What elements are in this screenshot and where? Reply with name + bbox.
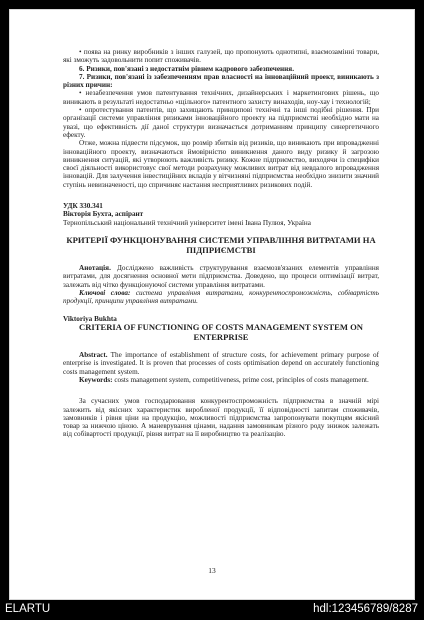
paragraph-bullet-new-producers: • поява на ринку виробників з інших галузей, що пропонують однотипні, взаємозамінні товари, які зможуть задовольнити попит споживачів. xyxy=(63,48,379,65)
page-content xyxy=(63,48,379,439)
author-en: Viktoriya Bukhta xyxy=(63,314,117,323)
body-paragraph: За сучасних умов господарювання конкурентоспроможність підприємства в значній мірі залежить від якісних характеристик виробленої продукції, її відповідності запитам споживачів, замовників і рівня ціни на продукцію, можливості підприємства запропонувати покупцям якісний товар за нижчою ціною. А маневрування цінами, надання замовникам різного роду знижок залежать від собівартості продукції, рівня витрат на її виробництво та реалізацію. xyxy=(63,397,379,439)
author-ua: Вікторія Бухта, аспірант xyxy=(63,210,144,219)
keywords-en xyxy=(63,376,379,384)
abstract-text-ua: Досліджено важливість структурування взаємозв'язаних елементів управління витратами, для досягнення основної мети підприємства. Доведено, що процеси оптимізації витрат, залежать від чітко функціонуючої системи управління витратами. xyxy=(63,264,379,289)
keywords-ua xyxy=(63,289,379,306)
footer-bar xyxy=(0,600,424,620)
keywords-text-en: costs management system, competitiveness, prime cost, principles of costs management. xyxy=(112,375,369,384)
article-title-en: CRITERIA OF FUNCTIONING OF COSTS MANAGEMENT SYSTEM ON ENTERPRISE xyxy=(78,321,364,342)
paragraph-risk-6: 6. Ризики, пов'язані з недостатнім рівнем кадрового забезпечення. xyxy=(79,64,294,73)
abstract-label-en: Abstract. xyxy=(79,351,108,360)
abstract-label-ua: Анотація. xyxy=(79,264,111,273)
page-number: 13 xyxy=(208,566,216,575)
article-title-ua: КРИТЕРІЇ ФУНКЦІОНУВАННЯ СИСТЕМИ УПРАВЛІННЯ ВИТРАТАМИ НА ПІДПРИЄМСТВІ xyxy=(66,234,376,255)
keywords-label-ua: Ключові слова: xyxy=(79,289,131,298)
paragraph-bullet-protest: • опротестування патентів, що захищають принципові технічні та інші подібні рішення. При організації системи управління ризиками інноваційного проекту на підприємстві необхідно мати на увазі, що ефективність дії даної структури визначається дотриманням принципу синергетичного ефекту. xyxy=(63,106,379,139)
abstract-ua xyxy=(63,264,379,289)
abstract-en xyxy=(63,351,379,376)
keywords-text-ua: система управління витратами, конкурентоспроможність, собівартість продукції, принципи управління витратами. xyxy=(63,289,379,306)
affiliation: Тернопільський національний технічний університет імені Івана Пулюя, Україна xyxy=(63,218,311,227)
udk-code: УДК 330.341 xyxy=(63,202,103,211)
paragraph-conclusion: Отже, можна підвести підсумок, що розмір збитків від ризиків, що виникають при впровадженні інноваційного проекту, визначаються ймовірністю виникнення даного виду ризику й загрозою виникнення ситуацій, які утворюють важливість ризику. Кожне підприємство, виходячи із специфіки своєї діяльності використовує свої методи розрахунку можливих витрат від невдалого впровадження інновацій. Для залучення інвестиційних вкладів у вітчизняні підприємства необхідно знизити значний ступінь невизначеності, що спричиняє настання несприятливих ризикових подій. xyxy=(63,139,379,189)
paragraph-risk-7 xyxy=(63,73,379,90)
abstract-text-en: The importance of establishment of structure costs, for achievement primary purpose of enterprise is investigated. It is proven that processes of costs optimisation depend on accurately functioning costs management system. xyxy=(63,351,379,376)
handle-identifier: hdl:123456789/8287 xyxy=(313,603,418,615)
repository-name: ELARTU xyxy=(5,603,51,615)
keywords-label-en: Keywords: xyxy=(79,375,113,384)
document-page xyxy=(9,9,415,600)
risk-7-text: 7. Ризики, пов'язані із забезпеченням прав власності на інноваційний проект, виникають з різних причин: xyxy=(63,72,379,90)
paragraph-bullet-patents: • незабезпечення умов патентування технічних, дизайнерських і маркетингових рішень, що виникають в результаті недостатньо «щільного» патентного захисту винаходів, ноу-хау і технологій; xyxy=(63,89,379,106)
